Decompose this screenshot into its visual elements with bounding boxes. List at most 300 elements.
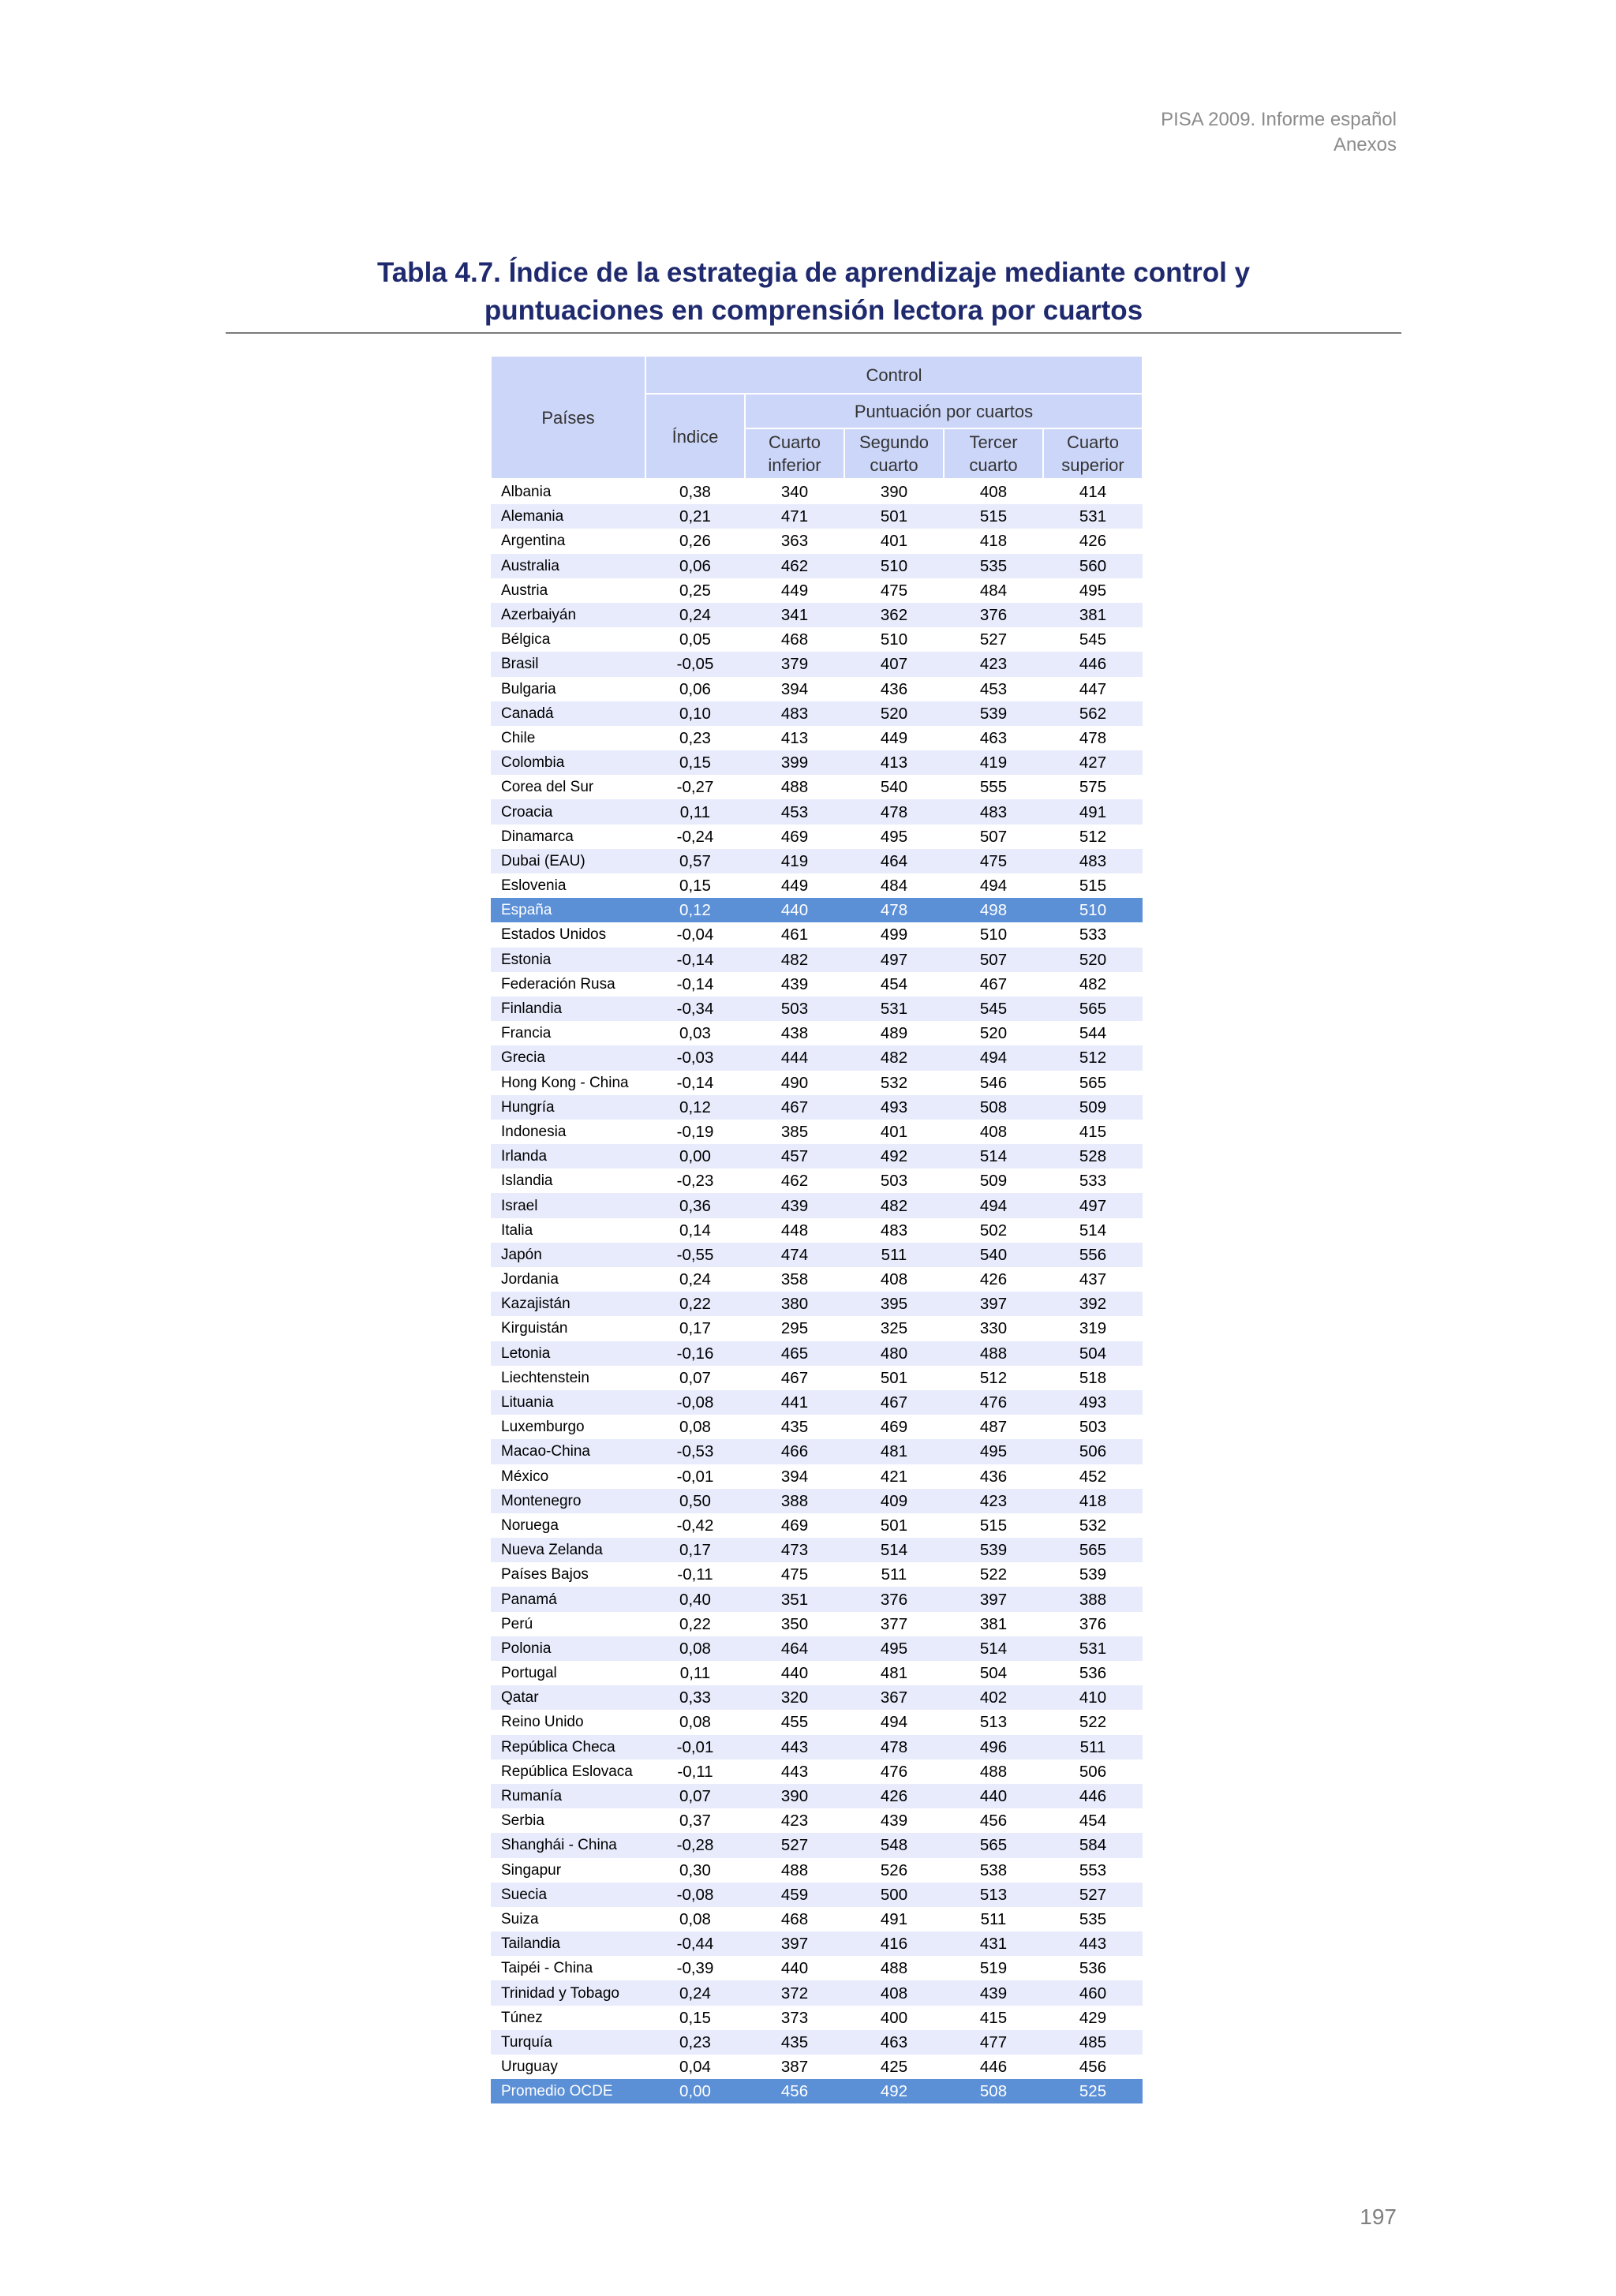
upper-quarter-cell: 565 (1043, 1538, 1143, 1562)
second-quarter-cell: 463 (844, 2030, 944, 2055)
lower-quarter-cell: 380 (745, 1292, 844, 1316)
table-row (491, 972, 1143, 997)
lower-quarter-cell: 462 (745, 554, 844, 578)
country-cell: Taipéi - China (501, 1960, 593, 1977)
third-quarter-cell: 509 (979, 1172, 1008, 1191)
lower-quarter-cell: 440 (780, 1959, 809, 1978)
index-cell: 0,57 (645, 849, 745, 873)
index-cell: 0,40 (645, 1587, 745, 1611)
column-header-index: Índice (645, 394, 745, 479)
index-cell: 0,04 (679, 2058, 711, 2077)
third-quarter-cell: 508 (944, 1095, 1043, 1120)
second-quarter-cell: 367 (844, 1685, 944, 1710)
country-cell: Finlandia (491, 997, 645, 1021)
country-cell: Shanghái - China (491, 1833, 645, 1857)
index-cell: -0,55 (645, 1243, 745, 1267)
third-quarter-cell: 397 (944, 1587, 1043, 1611)
country-cell: Canadá (491, 701, 645, 726)
country-cell: Montenegro (491, 1489, 645, 1513)
third-quarter-cell: 494 (979, 877, 1008, 896)
upper-quarter-cell: 493 (1043, 1390, 1143, 1415)
index-cell: 0,08 (679, 1713, 711, 1732)
table-row (491, 1907, 1143, 1931)
table-row (491, 1267, 1143, 1292)
third-quarter-cell: 494 (944, 1193, 1043, 1217)
upper-quarter-cell: 533 (1079, 926, 1107, 944)
table-row (491, 701, 1143, 726)
table-row (491, 1021, 1143, 1045)
index-cell: 0,00 (645, 1144, 745, 1169)
lower-quarter-cell: 363 (780, 532, 809, 551)
third-quarter-cell: 376 (944, 603, 1043, 627)
index-cell: 0,08 (645, 1636, 745, 1661)
table-row (491, 1956, 1143, 1980)
country-cell: Polonia (491, 1636, 645, 1661)
country-cell: Promedio OCDE (491, 2079, 645, 2103)
upper-quarter-cell: 414 (1079, 483, 1107, 502)
second-quarter-cell: 475 (880, 581, 908, 600)
index-cell: -0,19 (676, 1122, 714, 1141)
lower-quarter-cell: 419 (745, 849, 844, 873)
index-cell: -0,01 (676, 1467, 714, 1486)
header-line-1: PISA 2009. Informe español (1161, 109, 1397, 130)
index-cell: -0,04 (676, 926, 714, 944)
upper-quarter-cell: 556 (1043, 1243, 1143, 1267)
second-quarter-cell: 439 (880, 1812, 908, 1830)
second-quarter-cell: 482 (844, 1193, 944, 1217)
third-quarter-cell: 488 (944, 1341, 1043, 1366)
upper-quarter-cell: 544 (1079, 1024, 1107, 1043)
country-cell: Eslovenia (501, 877, 567, 895)
index-cell: -0,14 (676, 1073, 714, 1092)
table-row (491, 1980, 1143, 2005)
third-quarter-cell: 502 (979, 1221, 1008, 1240)
third-quarter-cell: 535 (944, 554, 1043, 578)
third-quarter-cell: 419 (944, 750, 1043, 775)
country-cell: Azerbaiyán (491, 603, 645, 627)
country-cell: Indonesia (501, 1123, 567, 1140)
third-quarter-cell: 513 (979, 1713, 1008, 1732)
country-cell: Suiza (501, 1910, 539, 1928)
table-body (491, 479, 1143, 2103)
third-quarter-cell: 495 (944, 1439, 1043, 1464)
country-cell: Francia (501, 1025, 552, 1042)
country-cell: Noruega (501, 1516, 559, 1534)
table-row (491, 1095, 1143, 1120)
second-quarter-cell: 548 (844, 1833, 944, 1857)
lower-quarter-cell: 466 (745, 1439, 844, 1464)
third-quarter-cell: 494 (944, 1045, 1043, 1070)
index-cell: 0,07 (679, 1368, 711, 1387)
country-cell: Hong Kong - China (501, 1074, 629, 1091)
index-cell: -0,53 (645, 1439, 745, 1464)
index-cell: 0,11 (645, 799, 745, 824)
upper-quarter-cell: 504 (1043, 1341, 1143, 1366)
upper-quarter-cell: 426 (1079, 532, 1107, 551)
third-quarter-cell: 512 (979, 1368, 1008, 1387)
lower-quarter-cell: 440 (745, 898, 844, 922)
index-cell: 0,12 (645, 1095, 745, 1120)
third-quarter-cell: 446 (979, 2058, 1008, 2077)
table-row (491, 825, 1143, 849)
column-header-text: Segundo (858, 432, 930, 452)
second-quarter-cell: 325 (880, 1319, 908, 1338)
second-quarter-cell: 483 (880, 1221, 908, 1240)
lower-quarter-cell: 388 (745, 1489, 844, 1513)
third-quarter-cell: 431 (944, 1931, 1043, 1956)
column-header-text: cuarto (969, 455, 1018, 475)
table-row (491, 1366, 1143, 1390)
second-quarter-cell: 426 (844, 1784, 944, 1808)
lower-quarter-cell: 467 (745, 1095, 844, 1120)
third-quarter-cell: 330 (979, 1319, 1008, 1338)
lower-quarter-cell: 444 (745, 1045, 844, 1070)
index-cell: -0,08 (645, 1883, 745, 1907)
third-quarter-cell: 515 (979, 1516, 1008, 1535)
third-quarter-cell: 519 (979, 1959, 1008, 1978)
index-cell: -0,14 (645, 948, 745, 972)
column-header-upper-quarter (1043, 428, 1143, 479)
second-quarter-cell: 526 (880, 1860, 908, 1879)
column-header-third-quarter (944, 428, 1043, 479)
second-quarter-cell: 482 (844, 1045, 944, 1070)
table-row (491, 554, 1143, 578)
table-row (491, 799, 1143, 824)
second-quarter-cell: 514 (844, 1538, 944, 1562)
lower-quarter-cell: 379 (745, 652, 844, 676)
upper-quarter-cell: 485 (1043, 2030, 1143, 2055)
table-row (491, 775, 1143, 799)
table-row (491, 529, 1143, 553)
lower-quarter-cell: 474 (745, 1243, 844, 1267)
lower-quarter-cell: 438 (780, 1024, 809, 1043)
second-quarter-cell: 362 (844, 603, 944, 627)
second-quarter-cell: 531 (844, 997, 944, 1021)
table-row (491, 2030, 1143, 2055)
table-row (491, 1464, 1143, 1489)
upper-quarter-cell: 319 (1079, 1319, 1107, 1338)
country-cell: Grecia (491, 1045, 645, 1070)
lower-quarter-cell: 397 (745, 1931, 844, 1956)
index-cell: -0,03 (645, 1045, 745, 1070)
lower-quarter-cell: 453 (745, 799, 844, 824)
index-cell: 0,23 (679, 728, 711, 747)
second-quarter-cell: 464 (844, 849, 944, 873)
index-cell: 0,10 (645, 701, 745, 726)
upper-quarter-cell: 452 (1079, 1467, 1107, 1486)
table-row (491, 1513, 1143, 1538)
index-cell: -0,05 (645, 652, 745, 676)
table-row (491, 1685, 1143, 1710)
table-row (491, 1636, 1143, 1661)
upper-quarter-cell: 460 (1043, 1980, 1143, 2005)
lower-quarter-cell: 295 (780, 1319, 809, 1338)
table-row (491, 1784, 1143, 1808)
second-quarter-cell: 376 (844, 1587, 944, 1611)
lower-quarter-cell: 320 (745, 1685, 844, 1710)
column-header-text: Cuarto (768, 432, 821, 452)
column-header-text: cuarto (870, 455, 918, 475)
lower-quarter-cell: 435 (745, 2030, 844, 2055)
column-header-text: Cuarto (1066, 432, 1120, 452)
upper-quarter-cell: 392 (1043, 1292, 1143, 1316)
country-cell: República Checa (491, 1735, 645, 1759)
country-cell: Turquía (491, 2030, 645, 2055)
index-cell: -0,34 (645, 997, 745, 1021)
third-quarter-cell: 546 (979, 1073, 1008, 1092)
upper-quarter-cell: 506 (1043, 1439, 1143, 1464)
country-cell: Países Bajos (501, 1566, 589, 1584)
table-row (491, 997, 1143, 1021)
country-cell: Reino Unido (501, 1714, 584, 1731)
upper-quarter-cell: 553 (1079, 1860, 1107, 1879)
index-cell: -0,11 (677, 1762, 713, 1781)
index-cell: 0,11 (679, 1664, 711, 1683)
table-row (491, 2079, 1143, 2103)
upper-quarter-cell: 506 (1079, 1762, 1107, 1781)
country-cell: Luxemburgo (501, 1419, 585, 1436)
upper-quarter-cell: 491 (1043, 799, 1143, 824)
table-row (491, 1489, 1143, 1513)
index-cell: 0,08 (679, 1909, 711, 1928)
lower-quarter-cell: 468 (780, 1909, 809, 1928)
second-quarter-cell: 492 (844, 2079, 944, 2103)
table-title-line-1: Tabla 4.7. Índice de la estrategia de aprendizaje mediante control y (376, 257, 1251, 288)
upper-quarter-cell: 376 (1079, 1614, 1107, 1633)
index-cell: -0,16 (645, 1341, 745, 1366)
table-row (491, 873, 1143, 898)
country-cell: Israel (491, 1193, 645, 1217)
country-cell: Panamá (491, 1587, 645, 1611)
table-row (491, 1538, 1143, 1562)
table-row (491, 726, 1143, 750)
third-quarter-cell: 402 (944, 1685, 1043, 1710)
third-quarter-cell: 475 (944, 849, 1043, 873)
second-quarter-cell: 510 (880, 630, 908, 649)
table-row (491, 1710, 1143, 1734)
lower-quarter-cell: 341 (745, 603, 844, 627)
index-cell: 0,36 (645, 1193, 745, 1217)
upper-quarter-cell: 532 (1079, 1516, 1107, 1535)
lower-quarter-cell: 457 (745, 1144, 844, 1169)
upper-quarter-cell: 565 (1079, 1073, 1107, 1092)
column-header-countries: Países (491, 356, 645, 479)
index-cell: -0,08 (645, 1390, 745, 1415)
index-cell: 0,08 (679, 1418, 711, 1437)
third-quarter-cell: 456 (979, 1812, 1008, 1830)
second-quarter-cell: 478 (844, 898, 944, 922)
country-cell: Colombia (491, 750, 645, 775)
lower-quarter-cell: 449 (780, 581, 809, 600)
table-row (491, 1759, 1143, 1784)
third-quarter-cell: 496 (944, 1735, 1043, 1759)
third-quarter-cell: 484 (979, 581, 1008, 600)
upper-quarter-cell: 565 (1043, 997, 1143, 1021)
third-quarter-cell: 463 (979, 728, 1008, 747)
lower-quarter-cell: 483 (745, 701, 844, 726)
third-quarter-cell: 408 (979, 1122, 1008, 1141)
table-row (491, 1415, 1143, 1439)
index-cell: 0,37 (679, 1812, 711, 1830)
upper-quarter-cell: 443 (1043, 1931, 1143, 1956)
country-cell: Tailandia (491, 1931, 645, 1956)
table-row (491, 1587, 1143, 1611)
table-row (491, 1045, 1143, 1070)
country-cell: Bulgaria (501, 680, 556, 697)
upper-quarter-cell: 429 (1079, 2008, 1107, 2027)
upper-quarter-cell: 478 (1079, 728, 1107, 747)
third-quarter-cell: 415 (979, 2008, 1008, 2027)
lower-quarter-cell: 435 (780, 1418, 809, 1437)
index-cell: -0,28 (645, 1833, 745, 1857)
table-row (491, 1439, 1143, 1464)
index-cell: -0,24 (676, 827, 714, 846)
country-cell: Corea del Sur (501, 779, 594, 796)
lower-quarter-cell: 441 (745, 1390, 844, 1415)
third-quarter-cell: 477 (944, 2030, 1043, 2055)
third-quarter-cell: 520 (979, 1024, 1008, 1043)
country-cell: Suecia (491, 1883, 645, 1907)
table-row (491, 1218, 1143, 1243)
second-quarter-cell: 449 (880, 728, 908, 747)
table-row (491, 1808, 1143, 1833)
table-row (491, 627, 1143, 652)
lower-quarter-cell: 448 (780, 1221, 809, 1240)
table-row (491, 1931, 1143, 1956)
table-row (491, 1612, 1143, 1636)
table-row (491, 2006, 1143, 2030)
lower-quarter-cell: 475 (780, 1565, 809, 1584)
table-row (491, 922, 1143, 947)
lower-quarter-cell: 394 (780, 679, 809, 698)
country-cell: Brasil (491, 652, 645, 676)
second-quarter-cell: 511 (844, 1243, 944, 1267)
index-cell: 0,07 (645, 1784, 745, 1808)
country-cell: Japón (491, 1243, 645, 1267)
column-header-lower-quarter (745, 428, 844, 479)
column-group-quarter-scores: Puntuación por cuartos (745, 394, 1143, 428)
third-quarter-cell: 527 (979, 630, 1008, 649)
country-cell: Bélgica (501, 631, 551, 649)
second-quarter-cell: 413 (844, 750, 944, 775)
upper-quarter-cell: 545 (1079, 630, 1107, 649)
country-cell: República Eslovaca (501, 1763, 633, 1780)
country-cell: Italia (501, 1221, 533, 1239)
lower-quarter-cell: 350 (780, 1614, 809, 1633)
upper-quarter-cell: 446 (1043, 652, 1143, 676)
third-quarter-cell: 545 (944, 997, 1043, 1021)
index-cell: 0,38 (679, 483, 711, 502)
lower-quarter-cell: 503 (745, 997, 844, 1021)
country-cell: Estados Unidos (501, 926, 607, 944)
third-quarter-cell: 522 (979, 1565, 1008, 1584)
second-quarter-cell: 540 (880, 778, 908, 797)
table-row (491, 1341, 1143, 1366)
lower-quarter-cell: 459 (745, 1883, 844, 1907)
upper-quarter-cell: 520 (1043, 948, 1143, 972)
column-header-second-quarter (844, 428, 944, 479)
upper-quarter-cell: 427 (1043, 750, 1143, 775)
running-header (1161, 107, 1397, 158)
upper-quarter-cell: 584 (1043, 1833, 1143, 1857)
country-cell: Liechtenstein (501, 1369, 589, 1386)
upper-quarter-cell: 535 (1079, 1909, 1107, 1928)
table-row (491, 1858, 1143, 1883)
second-quarter-cell: 497 (844, 948, 944, 972)
country-cell: Hungría (491, 1095, 645, 1120)
country-cell: Perú (501, 1615, 533, 1632)
upper-quarter-cell: 410 (1043, 1685, 1143, 1710)
index-cell: 0,15 (679, 2008, 711, 2027)
upper-quarter-cell: 512 (1043, 1045, 1143, 1070)
third-quarter-cell: 504 (979, 1664, 1008, 1683)
table-row (491, 677, 1143, 701)
lower-quarter-cell: 340 (780, 483, 809, 502)
country-cell: Trinidad y Tobago (491, 1980, 645, 2005)
upper-quarter-cell: 536 (1079, 1959, 1107, 1978)
country-cell: Túnez (501, 2009, 543, 2026)
lower-quarter-cell: 449 (780, 877, 809, 896)
upper-quarter-cell: 536 (1079, 1664, 1107, 1683)
second-quarter-cell: 454 (880, 974, 908, 993)
index-cell: 0,30 (679, 1860, 711, 1879)
lower-quarter-cell: 469 (780, 1516, 809, 1535)
second-quarter-cell: 484 (880, 877, 908, 896)
third-quarter-cell: 507 (944, 948, 1043, 972)
upper-quarter-cell: 531 (1043, 504, 1143, 529)
index-cell: -0,14 (676, 974, 714, 993)
country-cell: Australia (491, 554, 645, 578)
upper-quarter-cell: 575 (1079, 778, 1107, 797)
second-quarter-cell: 425 (880, 2058, 908, 2077)
third-quarter-cell: 440 (944, 1784, 1043, 1808)
index-cell: 0,00 (645, 2079, 745, 2103)
second-quarter-cell: 492 (844, 1144, 944, 1169)
country-cell: Letonia (491, 1341, 645, 1366)
lower-quarter-cell: 394 (780, 1467, 809, 1486)
lower-quarter-cell: 469 (780, 827, 809, 846)
column-group-control: Control (645, 356, 1143, 394)
upper-quarter-cell: 562 (1043, 701, 1143, 726)
index-cell: 0,05 (679, 630, 711, 649)
upper-quarter-cell: 533 (1079, 1172, 1107, 1191)
index-cell: -0,44 (645, 1931, 745, 1956)
upper-quarter-cell: 415 (1079, 1122, 1107, 1141)
second-quarter-cell: 481 (844, 1439, 944, 1464)
second-quarter-cell: 501 (844, 504, 944, 529)
third-quarter-cell: 513 (944, 1883, 1043, 1907)
table-row (491, 1661, 1143, 1685)
column-header-text: Tercer (969, 432, 1018, 452)
third-quarter-cell: 515 (944, 504, 1043, 529)
third-quarter-cell: 476 (944, 1390, 1043, 1415)
lower-quarter-cell: 461 (780, 926, 809, 944)
index-cell: 0,22 (645, 1292, 745, 1316)
country-cell: Austria (501, 581, 548, 599)
second-quarter-cell: 395 (844, 1292, 944, 1316)
lower-quarter-cell: 351 (745, 1587, 844, 1611)
lower-quarter-cell: 439 (780, 974, 809, 993)
country-cell: Estonia (491, 948, 645, 972)
index-cell: 0,24 (679, 1270, 711, 1289)
upper-quarter-cell: 539 (1079, 1565, 1107, 1584)
upper-quarter-cell: 525 (1043, 2079, 1143, 2103)
index-cell: 0,15 (645, 750, 745, 775)
table-row (491, 1735, 1143, 1759)
table-row (491, 1193, 1143, 1217)
table-row (491, 603, 1143, 627)
index-cell: 0,17 (645, 1538, 745, 1562)
